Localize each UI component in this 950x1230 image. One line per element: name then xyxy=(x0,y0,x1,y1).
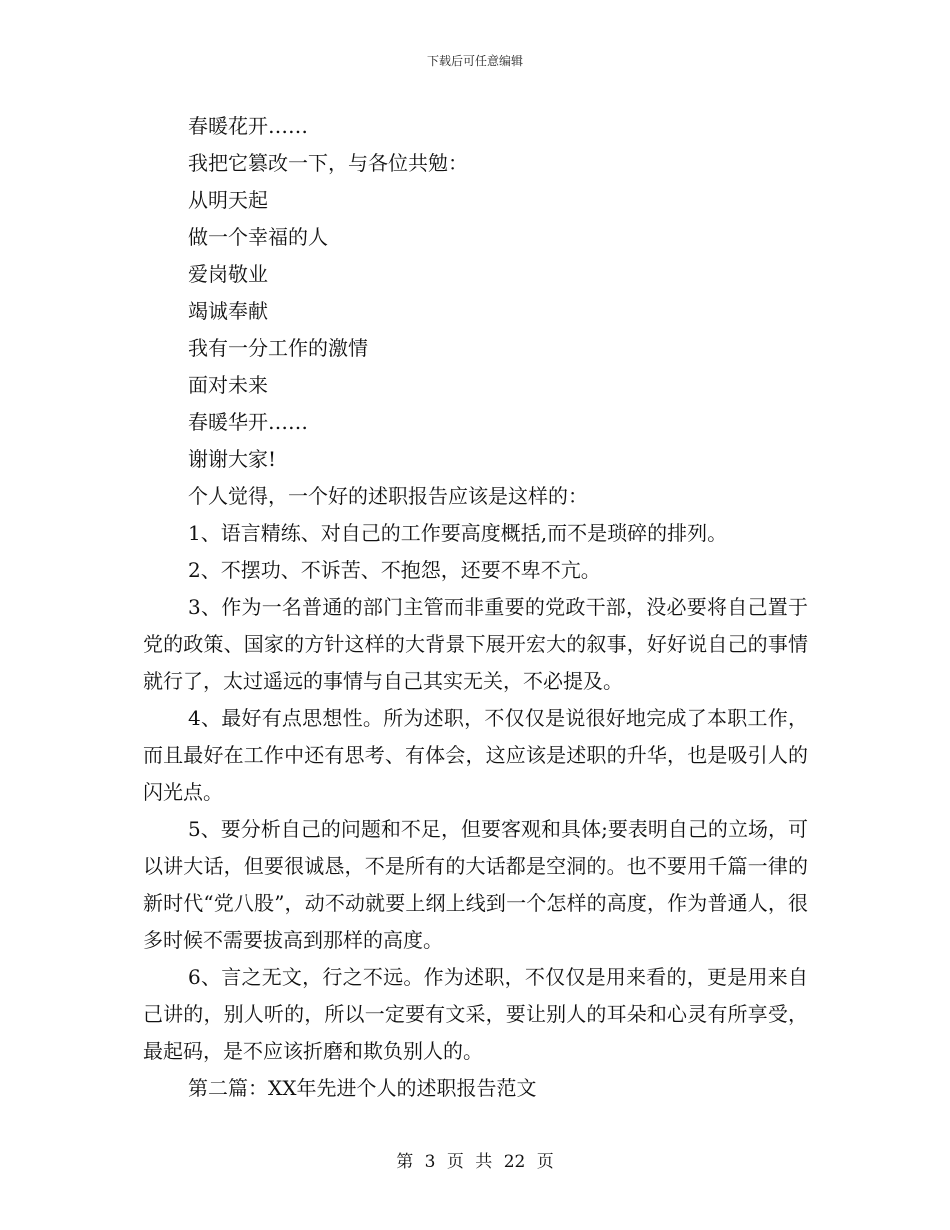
list-paragraph: 5、要分析自己的问题和不足，但要客观和具体;要表明自己的立场，可以讲大话，但要很诚恳，不是所有的大话都是空洞的。也不要用千篇一律的新时代“党八股”，动不动就要上纲上线到一个怎样的高度，作为普通人，很多时候不需要拔高到那样的高度。 xyxy=(143,817,808,952)
text-line: 我有一分工作的激情 xyxy=(188,336,368,360)
text-line: 春暖华开…… xyxy=(188,410,308,434)
list-item: 2、不摆功、不诉苦、不抱怨，还要不卑不亢。 xyxy=(188,558,601,582)
page-footer: 第 3 页 共 22 页 xyxy=(396,1152,554,1172)
section-heading: 第二篇：XX年先进个人的述职报告范文 xyxy=(188,1076,537,1100)
list-paragraph: 6、言之无文，行之不远。作为述职，不仅仅是用来看的，更是用来自己讲的，别人听的，所以一定要有文采，要让别人的耳朵和心灵有所享受，最起码，是不应该折磨和欺负别人的。 xyxy=(143,965,808,1063)
text-line: 从明天起 xyxy=(188,188,268,212)
text-line: 谢谢大家! xyxy=(188,447,277,471)
text-line: 春暖花开…… xyxy=(188,114,308,138)
text-line: 竭诚奉献 xyxy=(188,299,268,323)
text-line: 我把它篡改一下，与各位共勉： xyxy=(188,151,468,175)
page-header: 下载后可任意编辑 xyxy=(426,54,523,68)
document-body xyxy=(143,108,808,1107)
list-paragraph: 3、作为一名普通的部门主管而非重要的党政干部，没必要将自己置于党的政策、国家的方针这样的大背景下展开宏大的叙事，好好说自己的事情就行了，太过遥远的事情与自己其实无关，不必提及。 xyxy=(143,595,808,693)
list-item: 1、语言精练、对自己的工作要高度概括,而不是琐碎的排列。 xyxy=(188,521,728,545)
text-line: 面对未来 xyxy=(188,373,268,397)
text-line: 个人觉得，一个好的述职报告应该是这样的： xyxy=(188,484,588,508)
list-paragraph: 4、最好有点思想性。所为述职，不仅仅是说很好地完成了本职工作，而且最好在工作中还有思考、有体会，这应该是述职的升华，也是吸引人的闪光点。 xyxy=(143,706,808,804)
text-line: 爱岗敬业 xyxy=(188,262,268,286)
text-line: 做一个幸福的人 xyxy=(188,225,328,249)
